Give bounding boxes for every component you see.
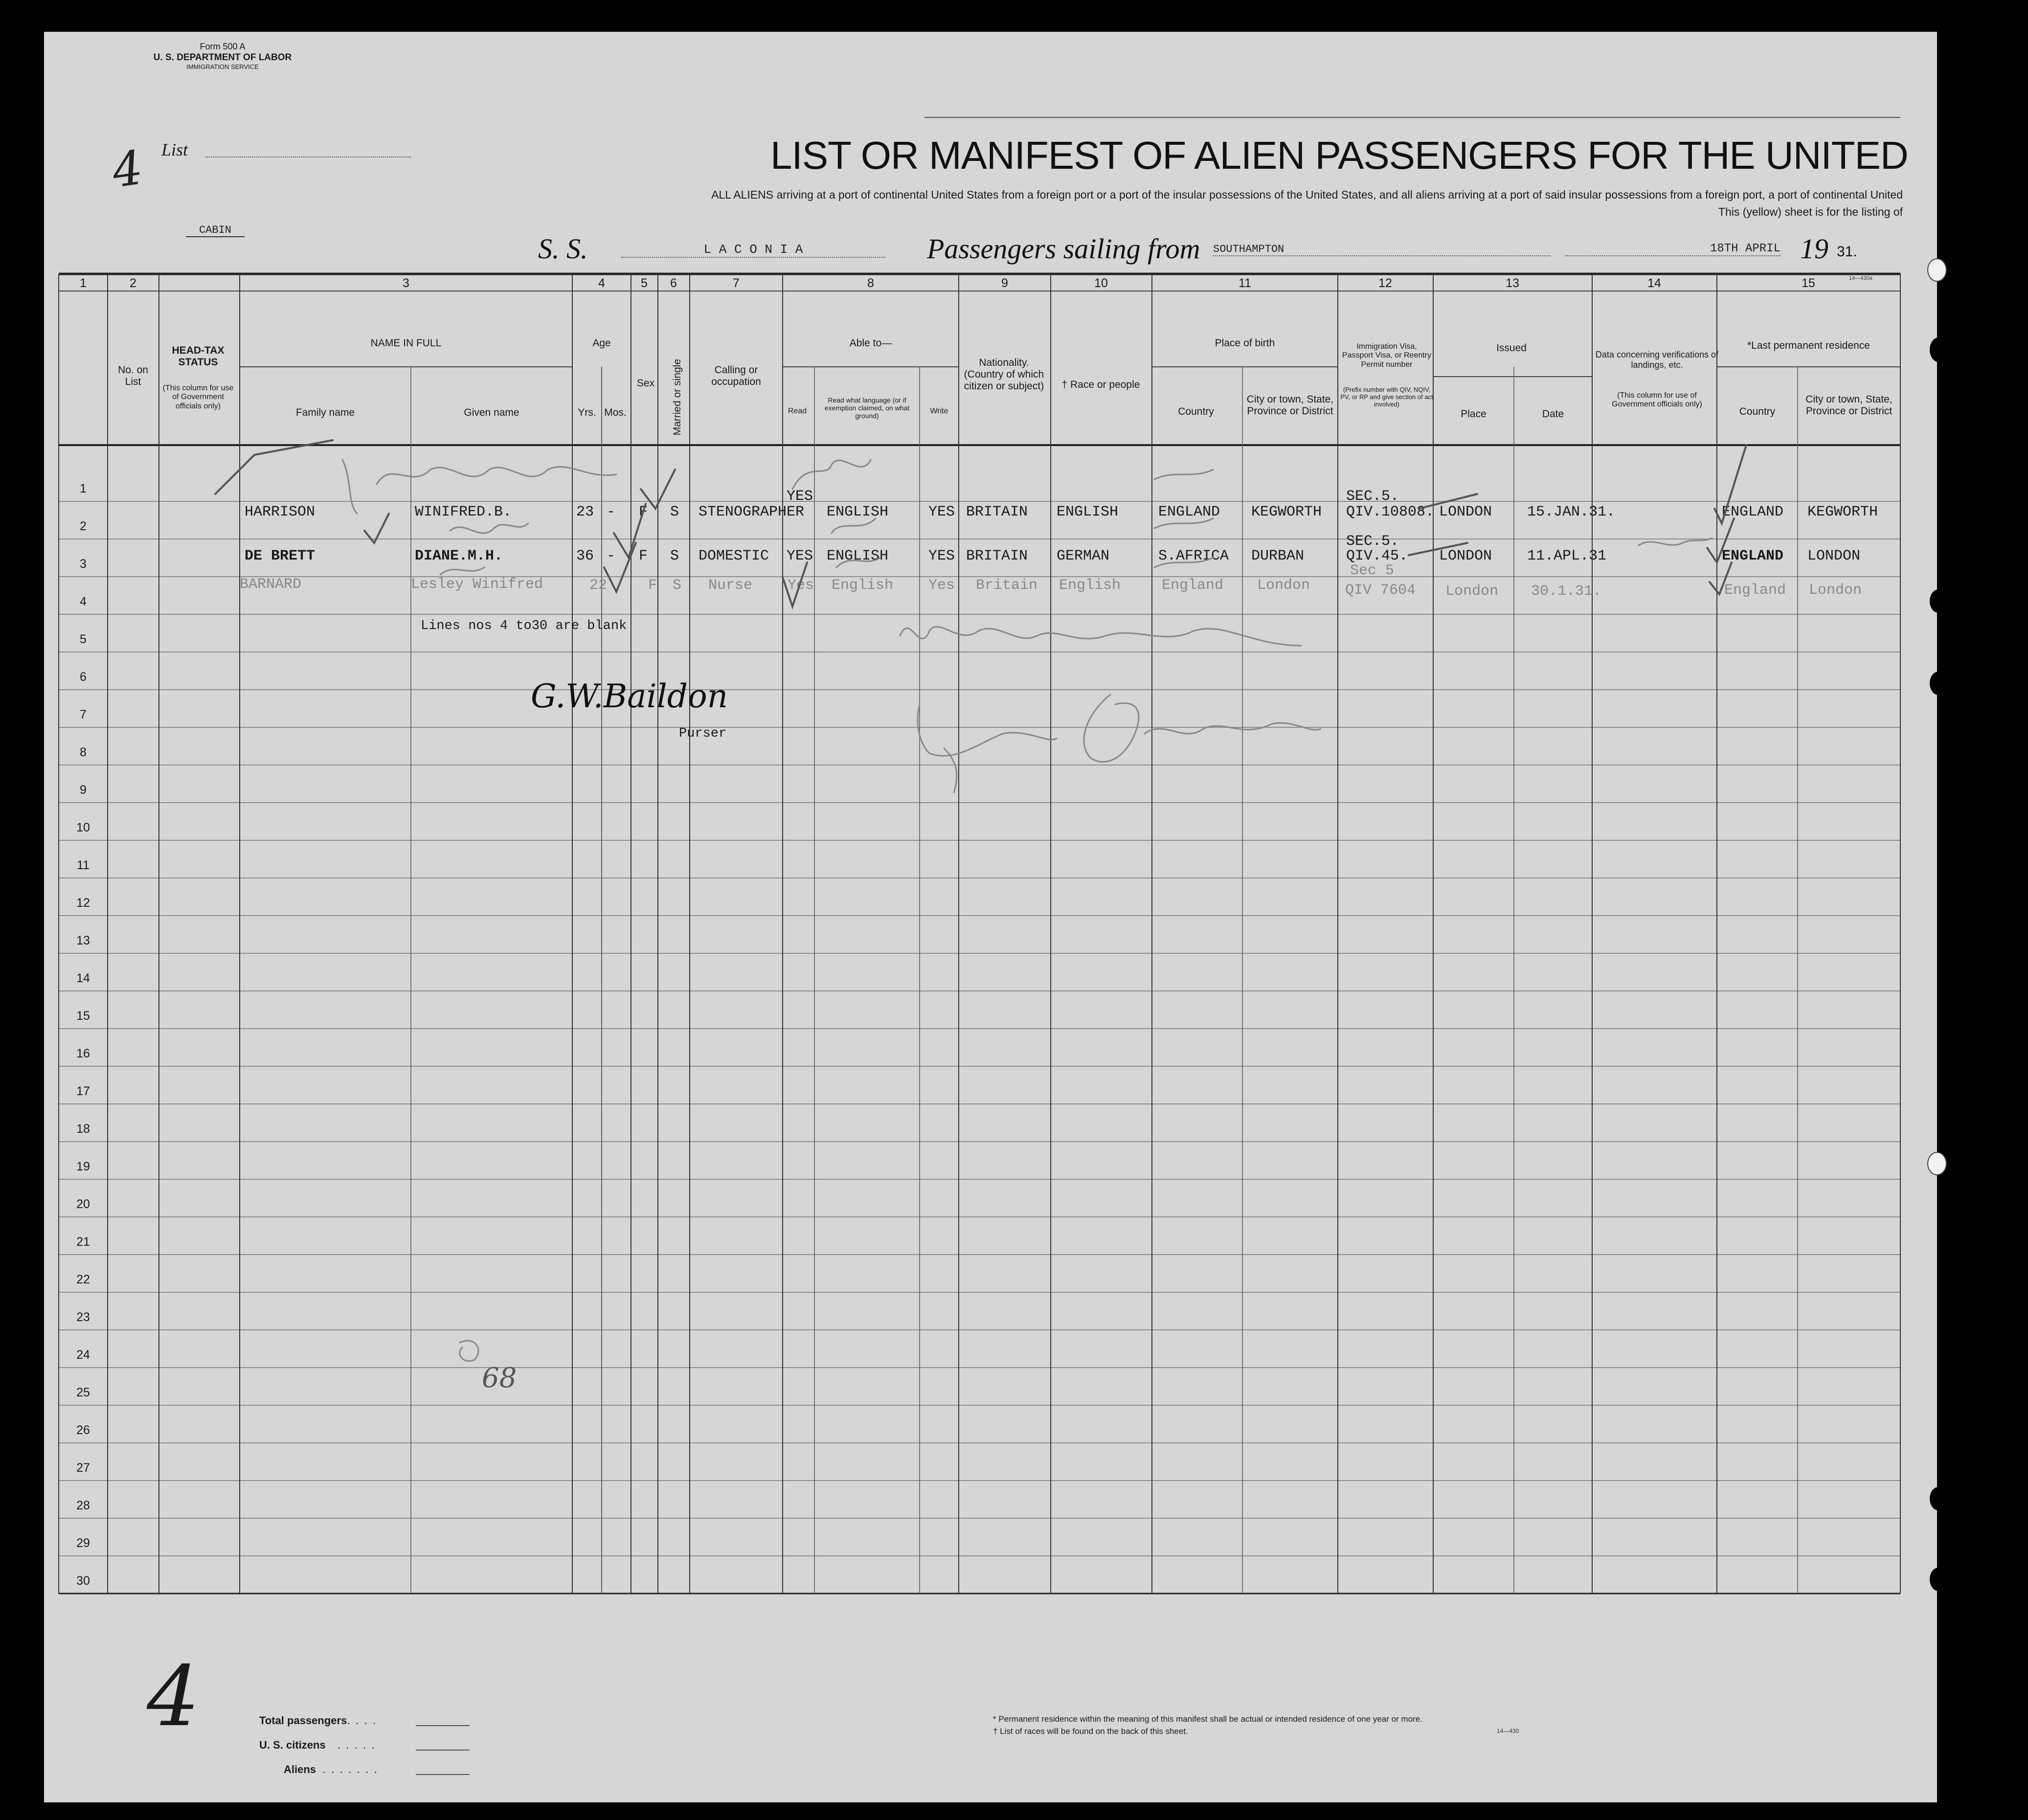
header-birth-country: Country [1178, 406, 1214, 417]
column-number: 7 [733, 276, 740, 290]
handwritten-number: 68 [482, 1362, 517, 1394]
scribble [1145, 723, 1321, 734]
year-prefix: 19 [1800, 233, 1828, 265]
check-mark [641, 470, 675, 509]
check-mark [364, 514, 389, 543]
sex: F [639, 504, 648, 520]
scribble [792, 460, 871, 489]
header-sex: Sex [636, 378, 655, 389]
row-number: 26 [76, 1423, 90, 1437]
residence-country: ENGLAND [1722, 504, 1784, 520]
header-issued: Issued [1496, 342, 1527, 354]
sex: F [648, 577, 657, 594]
header-able-to: Able to— [849, 337, 892, 349]
row-number: 13 [76, 934, 90, 947]
row-number: 14 [76, 971, 90, 985]
issued-place: LONDON [1439, 504, 1492, 520]
us-citizens-label: U. S. citizens [259, 1739, 326, 1751]
can-read: YES [787, 548, 813, 564]
issued-date: 15.JAN.31. [1527, 504, 1616, 520]
row-number: 24 [76, 1348, 90, 1362]
nationality: Britain [976, 577, 1038, 594]
column-number: 14 [1647, 276, 1661, 290]
row-number: 28 [76, 1499, 90, 1512]
birth-city: KEGWORTH [1251, 504, 1322, 520]
row-number: 20 [76, 1197, 90, 1211]
row-number: 11 [77, 858, 90, 872]
footer-code: 14—430 [1497, 1728, 1519, 1734]
row-number: 29 [76, 1536, 90, 1550]
marital-status: S [673, 577, 682, 594]
row-number: 16 [76, 1047, 90, 1060]
header-age-yrs: Yrs. [578, 407, 596, 418]
scribble [918, 704, 1057, 756]
given-name: WINIFRED.B. [415, 504, 512, 520]
header-nationality: Nationality. (Country of which citizen or subject) [964, 357, 1044, 392]
header-head-tax-note: (This column for use of Government officials only) [162, 384, 234, 410]
department-label: U. S. DEPARTMENT OF LABOR [153, 52, 292, 63]
residence-city: KEGWORTH [1807, 504, 1878, 520]
total-passengers-label: Total passengers [259, 1714, 347, 1727]
column-number: 8 [867, 276, 874, 290]
scribble [460, 1341, 478, 1361]
residence-country: England [1724, 582, 1786, 599]
occupation: Nurse [708, 577, 753, 594]
pencil-line [1419, 494, 1477, 509]
birth-city: DURBAN [1251, 548, 1305, 564]
header-name-in-full: NAME IN FULL [370, 337, 442, 349]
column-number: 3 [403, 276, 409, 290]
sheet-code: 14—430a [1849, 275, 1872, 281]
header-residence-country: Country [1739, 406, 1776, 417]
family-name: BARNARD [240, 576, 302, 593]
residence-city: London [1809, 582, 1862, 599]
header-write: Write [930, 407, 948, 415]
race: English [1059, 577, 1121, 594]
family-name: HARRISON [245, 504, 315, 520]
scribble [440, 567, 484, 575]
family-name: DE BRETT [245, 548, 315, 564]
manifest-subtitle-line2: This (yellow) sheet is for the listing of [1718, 205, 1903, 218]
issued-date: 30.1.31. [1531, 583, 1602, 600]
column-number: 11 [1239, 276, 1251, 290]
header-calling: Calling or occupation [711, 364, 761, 388]
check-mark [215, 440, 333, 494]
scribble [377, 467, 616, 484]
header-read-language: Read what language (or if exemption claimed, on what ground) [824, 396, 910, 420]
scribble [1154, 558, 1213, 567]
visa-number: QIV.10808. [1346, 504, 1435, 520]
row-number: 4 [80, 595, 87, 608]
can-read: Yes [788, 577, 814, 594]
issued-place: LONDON [1439, 548, 1492, 564]
scribble [1154, 518, 1213, 528]
can-write: Yes [928, 577, 955, 594]
scribble [450, 523, 528, 533]
header-age: Age [592, 337, 611, 349]
header-no-on-list: No. on List [118, 364, 148, 388]
row-number: 10 [76, 821, 90, 834]
header-residence-city: City or town, State, Province or District [1805, 394, 1893, 417]
visa-number: QIV 7604 [1345, 582, 1416, 599]
given-name: DIANE.M.H. [415, 548, 503, 564]
visa-section: Sec 5 [1350, 562, 1395, 579]
race: GERMAN [1057, 548, 1110, 564]
column-number: 13 [1506, 276, 1519, 290]
row-number: 17 [76, 1084, 90, 1098]
language: ENGLISH [827, 504, 889, 520]
check-mark [614, 504, 646, 558]
header-issued-date: Date [1542, 408, 1564, 420]
row-number: 15 [76, 1009, 90, 1023]
header-visa-note: (Prefix number with QIV, NQIV, PV, or RP and give section of act involved) [1340, 386, 1433, 408]
residence-country: ENGLAND [1722, 548, 1784, 564]
header-visa: Immigration Visa, Passport Visa, or Reentry Permit number [1342, 342, 1431, 369]
handwritten-list-number-bottom: 4 [147, 1648, 200, 1745]
occupation: STENOGRAPHER [699, 504, 805, 520]
row-number: 19 [76, 1160, 90, 1173]
aliens-dots: ....... [323, 1763, 383, 1775]
can-read: YES [787, 488, 813, 505]
race: ENGLISH [1057, 504, 1119, 520]
age-months: - [607, 504, 616, 520]
header-issued-place: Place [1461, 408, 1487, 420]
row-number: 21 [76, 1235, 90, 1249]
marital-status: S [670, 548, 679, 564]
footnote-residence: * Permanent residence within the meaning of this manifest shall be actual or intended residence of one year or more. [993, 1714, 1422, 1724]
language: English [832, 577, 894, 594]
us-citizens-dots: ..... [338, 1739, 381, 1751]
list-label: List [161, 140, 188, 159]
age-months: - [607, 548, 616, 564]
row-number: 6 [80, 670, 87, 684]
port-name: SOUTHAMPTON [1213, 243, 1551, 256]
row-number: 7 [80, 708, 87, 721]
manifest-subtitle-line1: ALL ALIENS arriving at a port of continental United States from a foreign port or a port of the insular possessions of the United States, and all aliens arriving at a port of said insular possessions from a foreign port, a port of continental United [711, 188, 1903, 201]
purser-title: Purser [679, 726, 727, 741]
column-number: 15 [1802, 276, 1815, 290]
scribble [1154, 470, 1213, 479]
scribble [900, 627, 1301, 646]
residence-city: LONDON [1807, 548, 1861, 564]
header-read: Read [788, 407, 807, 415]
row-number: 1 [80, 482, 87, 495]
birth-city: London [1257, 577, 1310, 594]
total-passengers-dots: .... [347, 1714, 382, 1727]
row-number: 12 [76, 896, 90, 910]
service-label: IMMIGRATION SERVICE [186, 63, 259, 70]
pencil-line [1409, 543, 1467, 555]
footnote-races: † List of races will be found on the back of this sheet. [993, 1727, 1188, 1736]
column-number: 12 [1378, 276, 1392, 290]
scribble [1639, 538, 1712, 545]
purser-signature: G.W.Baildon [531, 677, 728, 715]
manifest-title: LIST OR MANIFEST OF ALIEN PASSENGERS FOR THE UNITED [770, 134, 1908, 177]
sailing-label: Passengers sailing from [927, 233, 1200, 265]
visa-section: SEC.5. [1346, 533, 1399, 550]
birth-country: ENGLAND [1158, 504, 1220, 520]
column-number: 10 [1094, 276, 1108, 290]
scribble [836, 558, 880, 567]
row-number: 25 [76, 1386, 90, 1399]
blank-lines-note: Lines nos 4 to30 are blank [421, 619, 627, 633]
column-number: 4 [598, 276, 605, 290]
header-given-name: Given name [464, 407, 519, 418]
row-number: 5 [80, 632, 87, 646]
given-name: Lesley Winifred [411, 576, 543, 593]
header-head-tax: HEAD-TAX STATUS [172, 345, 225, 368]
ship-name: L A C O N I A [621, 242, 885, 258]
check-mark [783, 562, 807, 607]
can-write: YES [928, 504, 955, 520]
occupation: DOMESTIC [699, 548, 769, 564]
age-years: 36 [576, 548, 594, 564]
visa-section: SEC.5. [1346, 488, 1399, 505]
column-number: 6 [670, 276, 677, 290]
form-number: Form 500 A [200, 42, 246, 51]
can-write: YES [928, 548, 955, 564]
column-number: 2 [130, 276, 136, 290]
issued-place: London [1445, 583, 1499, 600]
scribble [1084, 695, 1139, 762]
birth-country: England [1162, 577, 1224, 594]
issued-date: 11.APL.31 [1527, 548, 1607, 564]
ss-label: S. S. [538, 233, 588, 265]
row-number: 9 [80, 783, 87, 797]
language: ENGLISH [827, 548, 889, 564]
birth-country: S.AFRICA [1158, 548, 1229, 564]
header-birth-city: City or town, State, Province or District [1246, 394, 1334, 417]
year-suffix: 31. [1837, 244, 1857, 260]
age-years: 23 [576, 504, 594, 520]
row-number: 3 [80, 557, 87, 571]
nationality: BRITAIN [966, 548, 1028, 564]
check-mark [1714, 445, 1746, 523]
row-number: 30 [76, 1574, 90, 1588]
column-number: 1 [80, 276, 87, 290]
column-number: 9 [1001, 276, 1008, 290]
check-mark [1710, 562, 1732, 594]
aliens-label: Aliens [284, 1763, 316, 1775]
class-label: CABIN [186, 224, 245, 237]
marital-status: S [670, 504, 679, 520]
handwritten-list-number: 4 [109, 140, 146, 199]
visa-number: QIV.45. [1346, 548, 1408, 564]
row-number: 27 [76, 1461, 90, 1475]
header-verification-note: (This column for use of Government officials only) [1612, 391, 1702, 409]
header-age-mos: Mos. [604, 407, 627, 418]
header-married-or-single: Married or single [671, 359, 683, 436]
row-number: 8 [80, 745, 87, 759]
row-number: 2 [80, 519, 87, 533]
sailing-date: 18TH APRIL [1565, 242, 1780, 256]
column-number: 5 [641, 276, 648, 290]
check-mark [1707, 518, 1734, 562]
sex: F [639, 548, 648, 564]
row-number: 22 [76, 1273, 90, 1286]
row-number: 23 [76, 1310, 90, 1324]
age-years: 22 [589, 577, 608, 594]
scribble [342, 460, 357, 514]
header-verification: Data concerning verifications of landings, etc. [1595, 350, 1719, 370]
row-number: 18 [76, 1122, 90, 1136]
header-last-residence: *Last permanent residence [1747, 340, 1870, 351]
scribble [832, 518, 876, 533]
header-place-of-birth: Place of birth [1215, 337, 1275, 349]
nationality: BRITAIN [966, 504, 1028, 520]
header-family-name: Family name [295, 407, 355, 418]
header-race: † Race or people [1061, 379, 1140, 390]
